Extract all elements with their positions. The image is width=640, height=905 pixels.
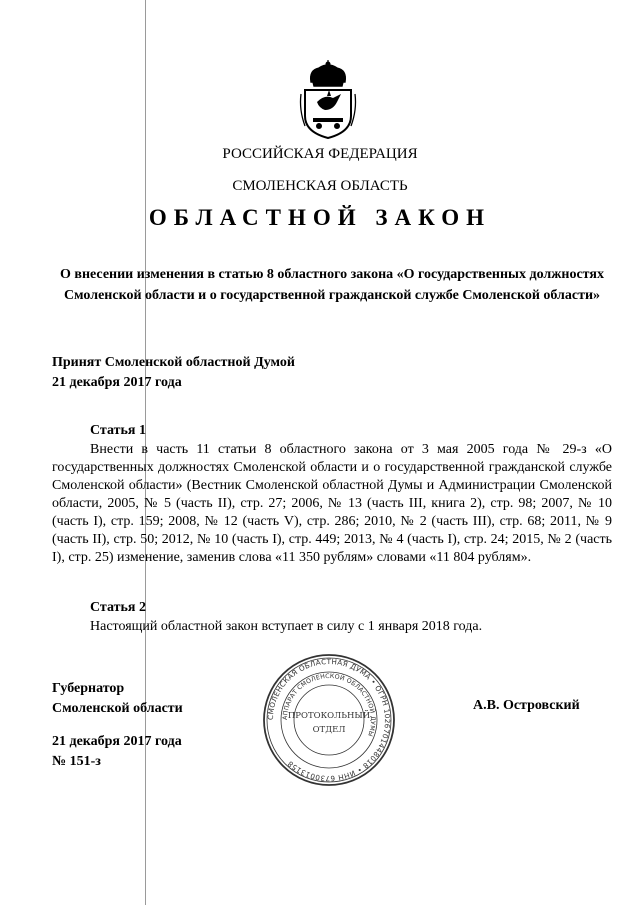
document-type: ОБЛАСТНОЙ ЗАКОН <box>148 205 492 230</box>
adoption-info <box>52 353 295 393</box>
adoption-date: 21 декабря 2017 года <box>52 375 182 390</box>
signer-name: А.В. Островский <box>473 698 580 713</box>
region-name: СМОЛЕНСКАЯ ОБЛАСТЬ <box>232 178 408 194</box>
signer-title-line2: Смоленской области <box>52 701 183 716</box>
law-subject: О внесении изменения в статью 8 областного закона «О государственных должностях Смоленской области и о государственной гражданской службе Смоленской области» <box>60 267 604 303</box>
stamp-center-line2: ОТДЕЛ <box>312 725 346 735</box>
seal-stamp-icon <box>261 652 397 788</box>
stamp-inner-text: АППАРАТ СМОЛЕНСКОЙ ОБЛАСТНОЙ ДУМЫ <box>281 672 377 738</box>
federation-name: РОССИЙСКАЯ ФЕДЕРАЦИЯ <box>222 146 418 162</box>
stamp-outer-text: СМОЛЕНСКАЯ ОБЛАСТНАЯ ДУМА • ОГРН 1026701448018 • ИНН 6730013158 <box>265 656 393 784</box>
article-1-text: Внести в часть 11 статьи 8 областного закона от 3 мая 2005 года № 29-з «О государственных должностях Смоленской области и о государственной гражданской службе Смоленской области» (Вестник Смоленской областной Думы и Администрации Смоленской области, 2005, № 5 (часть II), стр. 27; 2006, № 13 (часть III, книга 2), стр. 98; 2007, № 10 (часть I), стр. 159; 2008, № 12 (часть V), стр. 286; 2010, № 2 (часть III), стр. 68; 2011, № 9 (часть II), стр. 50; 2012, № 10 (часть I), стр. 449; 2013, № 4 (часть I), стр. 24; 2015, № 2 (часть I), стр. 25) изменение, заменив слова «11 350 рублям» словами «11 804 рублям». <box>52 442 612 565</box>
adoption-body: Принят Смоленской областной Думой <box>52 355 295 370</box>
coat-of-arms-icon <box>297 60 359 140</box>
article-2-text: Настоящий областной закон вступает в силу с 1 января 2018 года. <box>90 619 483 634</box>
stamp-center-line1: ПРОТОКОЛЬНЫЙ <box>287 711 371 721</box>
law-date-number <box>52 732 182 772</box>
law-date: 21 декабря 2017 года <box>52 734 182 749</box>
signer-title-line1: Губернатор <box>52 681 125 696</box>
article-1-title: Статья 1 <box>90 423 146 438</box>
signer-title <box>52 679 183 719</box>
article-2-title: Статья 2 <box>90 600 146 615</box>
law-number: № 151-з <box>52 754 101 769</box>
